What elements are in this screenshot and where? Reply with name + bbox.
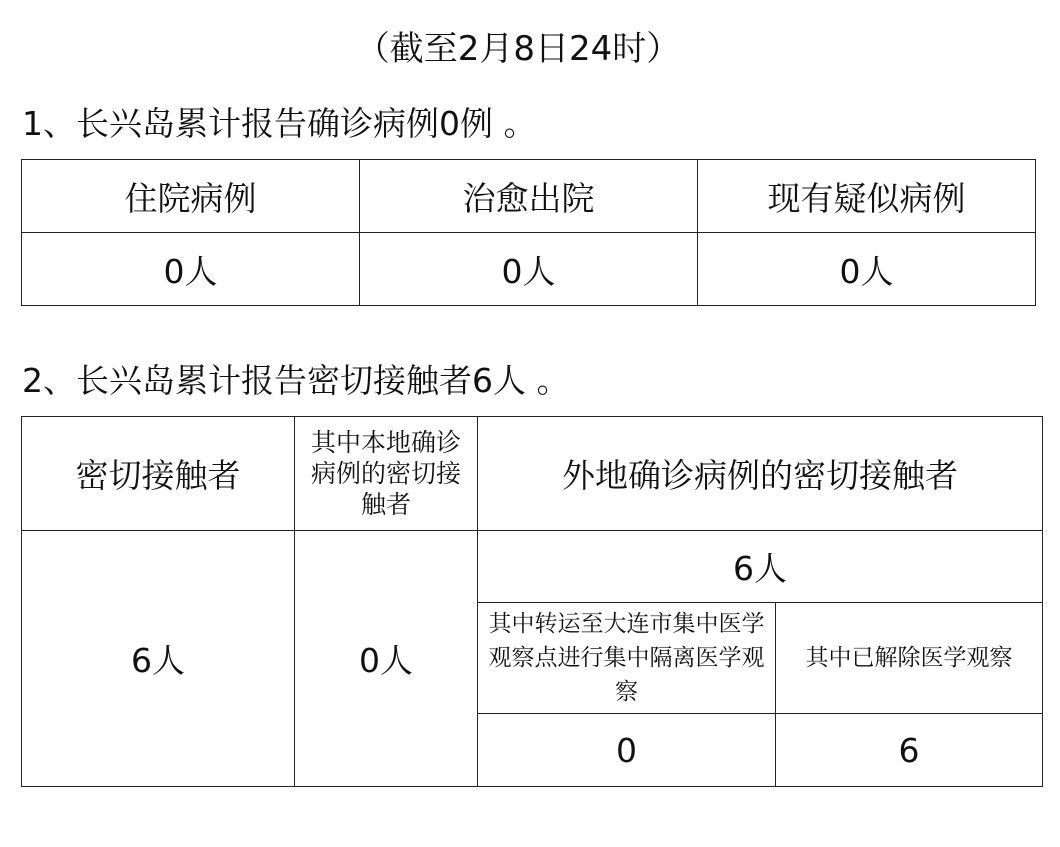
section1-heading: 1、长兴岛累计报告确诊病例0例 。 (22, 104, 537, 143)
report-date-subtitle: （截至2月8日24时） (355, 29, 681, 69)
header-hospitalized: 住院病例 (22, 160, 360, 233)
value-transferred-to-quarantine: 0 (478, 714, 776, 787)
header-transferred-to-quarantine: 其中转运至大连市集中医学观察点进行集中隔离医学观察 (478, 603, 776, 714)
value-external-case-contacts: 6人 (478, 531, 1043, 603)
header-close-contacts: 密切接触者 (22, 417, 295, 531)
value-released-from-observation: 6 (776, 714, 1043, 787)
table-row (22, 531, 1043, 603)
section2-heading: 2、长兴岛累计报告密切接触者6人 。 (22, 361, 570, 400)
value-close-contacts: 6人 (22, 531, 295, 787)
table-row (22, 233, 1036, 306)
header-suspected: 现有疑似病例 (698, 160, 1036, 233)
value-recovered: 0人 (360, 233, 698, 306)
header-recovered: 治愈出院 (360, 160, 698, 233)
header-external-case-contacts: 外地确诊病例的密切接触者 (478, 417, 1043, 531)
close-contacts-table (21, 416, 1043, 787)
header-released-from-observation: 其中已解除医学观察 (776, 603, 1043, 714)
table-header-row (22, 417, 1043, 531)
value-local-case-contacts: 0人 (295, 531, 478, 787)
confirmed-cases-table (21, 159, 1036, 306)
header-local-case-contacts: 其中本地确诊病例的密切接触者 (295, 417, 478, 531)
value-hospitalized: 0人 (22, 233, 360, 306)
value-suspected: 0人 (698, 233, 1036, 306)
table-header-row (22, 160, 1036, 233)
